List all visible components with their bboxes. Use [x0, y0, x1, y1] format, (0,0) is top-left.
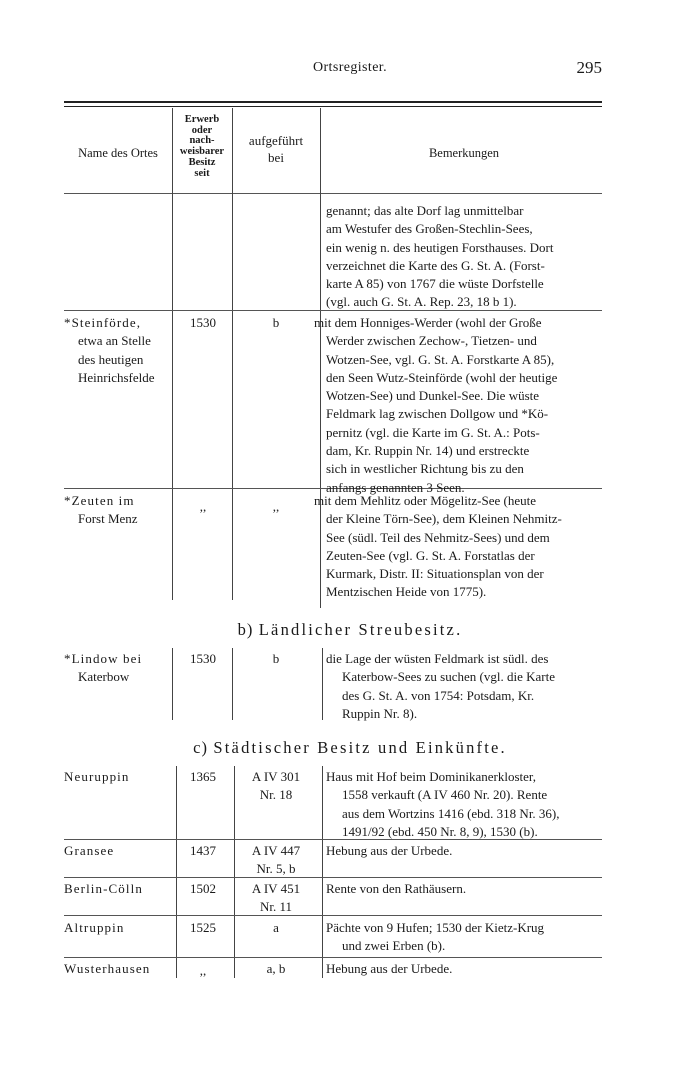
row-separator: [64, 957, 602, 958]
remarks-line: Werder zwischen Zechow-, Tietzen- und: [326, 333, 537, 349]
column-header-erwerb-line: oder: [191, 124, 213, 136]
place-name-detail: Katerbow: [78, 669, 130, 685]
remarks-line: Hebung aus der Urbede.: [326, 843, 453, 858]
column-header-erwerb-line: Erwerb: [184, 114, 220, 125]
place-name: Gransee: [64, 843, 115, 858]
year-cell: 1437: [190, 843, 216, 858]
place-name-cell: [64, 960, 174, 978]
remarks-line: verzeichnet die Karte des G. St. A. (Forst-: [326, 257, 545, 273]
place-name-cell: [64, 768, 174, 786]
remarks-cell: [326, 768, 604, 841]
remarks-line: Feldmark lag zwischen Dollgow und *Kö-: [326, 406, 549, 422]
remarks-line: Wotzen-See) und Dunkel-See. Die wüste: [326, 388, 540, 404]
remarks-line: Kurmark, Distr. II: Situationsplan von der: [326, 566, 544, 582]
reference-cell: [234, 842, 318, 879]
page-number: 295: [576, 58, 602, 77]
column-divider: [320, 108, 321, 608]
place-name: *Zeuten im: [64, 493, 135, 508]
reference-cell: [234, 919, 318, 937]
remarks-line: die Lage der wüsten Feldmark ist südl. des: [326, 651, 549, 666]
header-bottom-rule: [64, 193, 602, 194]
column-header-erwerb-line: nach-: [189, 135, 215, 147]
place-name-detail: Heinrichsfelde: [78, 369, 155, 385]
place-name: *Lindow bei: [64, 651, 143, 666]
remarks-line: Haus mit Hof beim Dominikanerkloster,: [326, 769, 536, 784]
remarks-cell: [326, 842, 604, 860]
column-header-erwerb-line: weisbarer: [179, 146, 225, 158]
remarks-line: anfangs genannten 3 Seen.: [326, 479, 465, 495]
remarks-line: am Westufer des Großen-Stechlin-Sees,: [326, 221, 533, 237]
remarks-line: Rente von den Rathäusern.: [326, 881, 467, 896]
place-name-detail: des heutigen: [78, 351, 144, 367]
remarks-line: Pächte von 9 Hufen; 1530 der Kietz-Krug: [326, 920, 545, 935]
column-divider: [322, 648, 323, 720]
remarks-line: Katerbow-Sees zu suchen (vgl. die Karte: [342, 669, 555, 685]
place-name-detail: etwa an Stelle: [78, 333, 151, 349]
running-title: Ortsregister.: [312, 60, 388, 75]
remarks-cell: [326, 650, 604, 723]
remarks-line: Zeuten-See (vgl. G. St. A. Forstatlas der: [326, 547, 535, 563]
remarks-line: des G. St. A. von 1754: Potsdam, Kr.: [342, 687, 535, 703]
row-separator: [64, 915, 602, 916]
remarks-line: ein wenig n. des heutigen Forsthauses. Dort: [326, 239, 554, 255]
place-name-cell: [64, 842, 174, 860]
column-divider: [232, 108, 233, 600]
column-header-erwerb-line: seit: [194, 167, 210, 179]
reference-line: A IV 447: [251, 843, 301, 858]
reference-cell: ,,: [272, 499, 280, 514]
reference-line: Nr. 18: [259, 787, 293, 803]
column-header-aufgefuehrt-line: bei: [268, 149, 284, 165]
reference-cell: [234, 768, 318, 805]
remarks-line: 1558 verkauft (A IV 460 Nr. 20). Rente: [342, 787, 548, 803]
year-cell: 1525: [190, 920, 216, 935]
remarks-line: 1491/92 (ebd. 450 Nr. 8, 9), 1530 (b).: [342, 823, 538, 839]
place-name-detail: Forst Menz: [78, 511, 138, 527]
reference-cell: b: [272, 651, 280, 666]
remarks-cell: [326, 960, 604, 978]
remarks-line: (vgl. auch G. St. A. Rep. 23, 18 b 1).: [326, 294, 517, 310]
section-title: Ländlicher Streubesitz.: [258, 620, 463, 639]
column-divider: [176, 766, 177, 978]
remarks-line: Hebung aus der Urbede.: [326, 961, 453, 976]
column-divider: [232, 648, 233, 720]
remarks-cell: [326, 880, 604, 898]
remarks-line: der Kleine Törn-See), dem Kleinen Nehmitz-: [326, 511, 562, 527]
column-header-aufgefuehrt: [234, 133, 318, 167]
remarks-line: Wotzen-See, vgl. G. St. A. Forstkarte A 85),: [326, 351, 555, 367]
column-header-erwerb-line: Besitz: [188, 156, 216, 168]
year-cell: 1365: [190, 769, 216, 784]
year-cell: 1530: [190, 651, 216, 666]
reference-cell: b: [272, 315, 280, 330]
remarks-line: See (südl. Teil des Nehmitz-Sees) und dem: [326, 529, 550, 545]
reference-cell: [234, 880, 318, 917]
remarks-line: und zwei Erben (b).: [342, 938, 446, 954]
reference-line: A IV 451: [251, 881, 301, 896]
remarks-line: mit dem Honniges-Werder (wohl der Große: [314, 315, 542, 330]
header-top-rule-thin: [64, 106, 602, 107]
year-cell: ,,: [199, 499, 207, 514]
remarks-line: sich in westlicher Richtung bis zu den: [326, 461, 524, 477]
column-header-bemerkungen: Bemerkungen: [428, 146, 500, 160]
place-name-cell: [64, 650, 174, 687]
place-name-cell: [64, 492, 174, 529]
reference-line: a: [273, 920, 279, 935]
place-name: Neuruppin: [64, 769, 130, 784]
reference-line: Nr. 11: [259, 899, 293, 915]
place-name: Wusterhausen: [64, 961, 151, 976]
remarks-cell: [326, 919, 604, 956]
remarks-line: dam, Kr. Ruppin Nr. 14) und erstreckte: [326, 443, 530, 459]
remarks-line: den Seen Wutz-Steinförde (wohl der heutige: [326, 369, 558, 385]
reference-cell: [234, 960, 318, 978]
remarks-cell: [314, 314, 604, 497]
place-name-cell: [64, 314, 174, 387]
year-cell: 1530: [190, 315, 216, 330]
year-cell: 1502: [190, 881, 216, 896]
year-cell: ,,: [199, 963, 207, 978]
section-prefix: b): [237, 620, 254, 639]
remarks-line: pernitz (vgl. die Karte im G. St. A.: Pots-: [326, 424, 540, 440]
reference-line: Nr. 5, b: [256, 861, 296, 877]
header-top-rule-thick: [64, 101, 602, 103]
remarks-line: mit dem Mehlitz oder Mögelitz-See (heute: [314, 493, 537, 508]
page-header: [0, 58, 700, 82]
reference-line: a, b: [266, 961, 286, 976]
section-heading-b: [0, 620, 700, 640]
section-title: Städtischer Besitz und Einkünfte.: [213, 738, 507, 757]
remarks-line: karte A 85) von 1767 die wüste Dorfstelle: [326, 276, 544, 292]
reference-line: A IV 301: [251, 769, 301, 784]
column-divider: [322, 766, 323, 978]
remarks-line: Mentzischen Heide von 1775).: [326, 584, 487, 600]
place-name: Berlin-Cölln: [64, 881, 143, 896]
remarks-cell: [314, 492, 604, 602]
remarks-line: Ruppin Nr. 8).: [342, 705, 418, 721]
section-prefix: c): [193, 738, 209, 757]
column-header-erwerb: [172, 115, 232, 179]
section-heading-c: [0, 738, 700, 758]
remarks-line: genannt; das alte Dorf lag unmittelbar: [326, 203, 524, 218]
place-name: *Steinförde,: [64, 315, 142, 330]
row-separator: [64, 877, 602, 878]
remarks-cell: [326, 202, 604, 312]
place-name: Altruppin: [64, 920, 125, 935]
place-name-cell: [64, 880, 174, 898]
remarks-line: aus dem Wortzins 1416 (ebd. 318 Nr. 36),: [342, 805, 560, 821]
column-header-aufgefuehrt-line: aufgeführt: [248, 133, 304, 148]
column-header-name: Name des Ortes: [78, 146, 158, 160]
place-name-cell: [64, 919, 174, 937]
